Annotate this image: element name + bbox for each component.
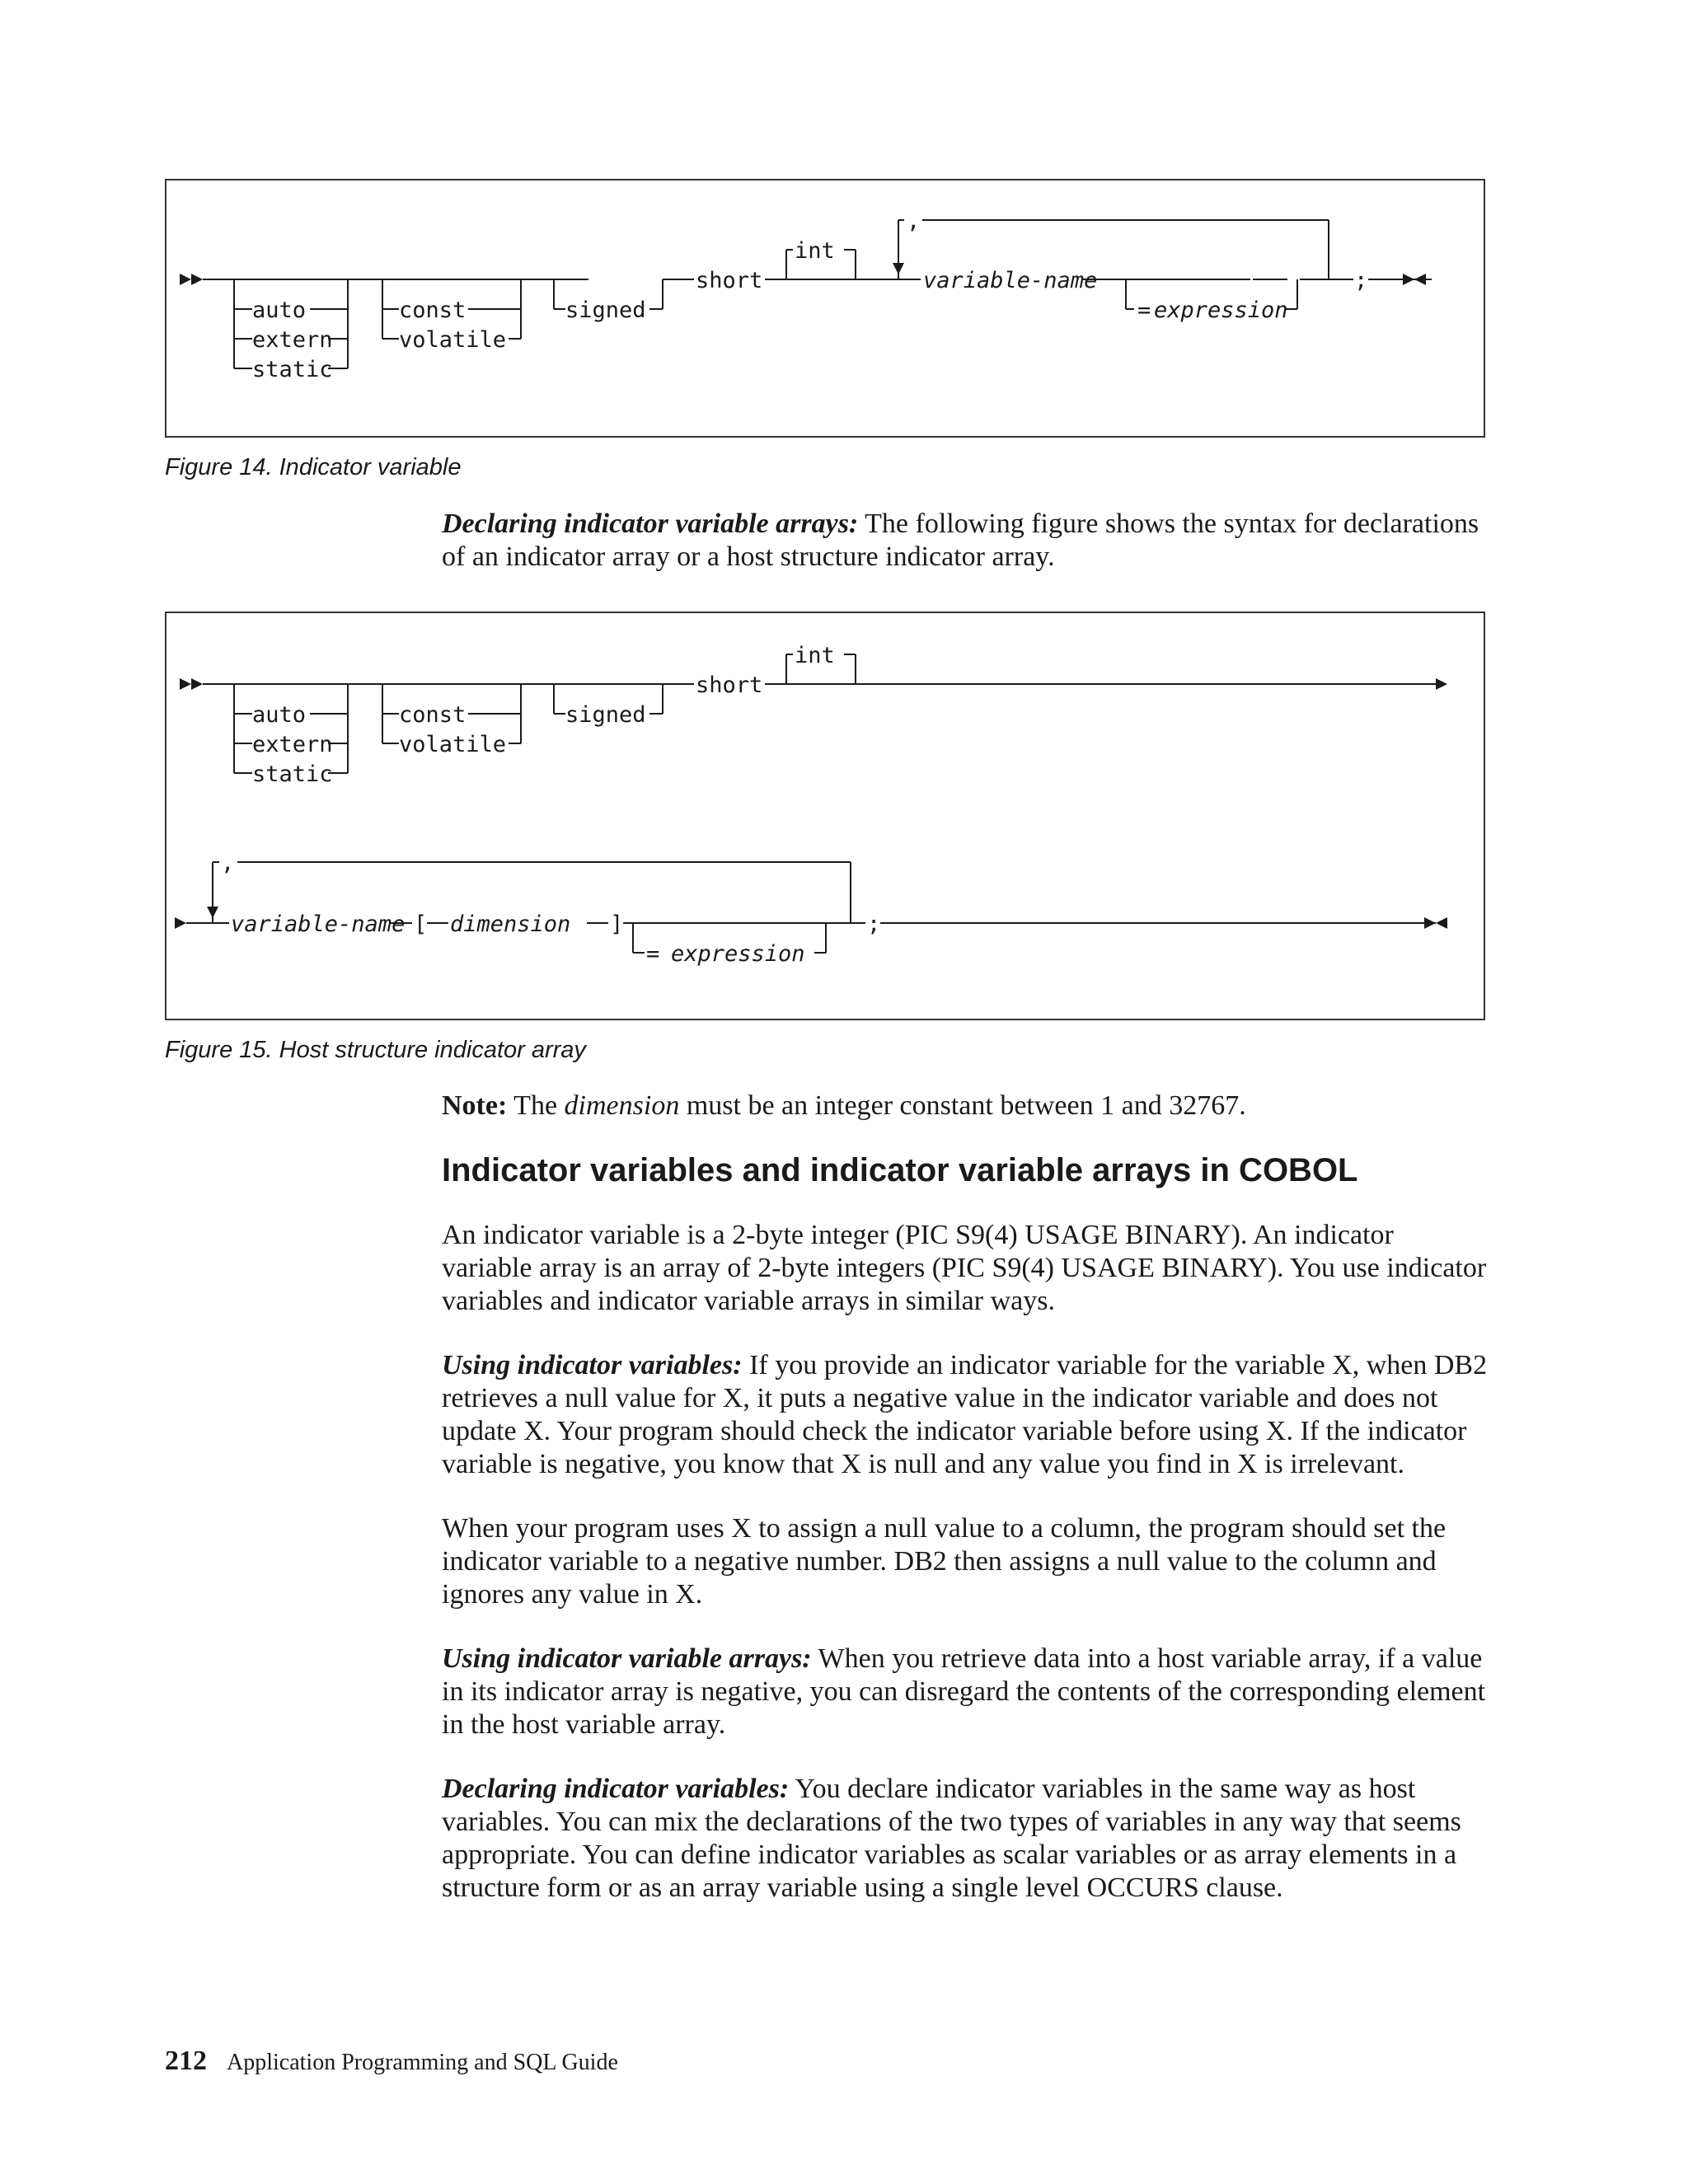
end-arrow-2 [1414,274,1426,285]
token-int: int [795,238,835,264]
page-footer [165,2046,618,2077]
token-int: int [795,643,835,668]
repeat-arrow [207,907,218,918]
token-const: const [399,702,467,728]
continue-arrow [1436,678,1447,690]
end-arrow-2 [1436,917,1447,929]
token-dimension: dimension [450,912,571,937]
paragraph-5-text: You declare indicator variables in the same way as host variables. You can mix the declarations of the two types of variables in any way that seems appropriate. You can define indicator variables as scalar variables or as array elements in a structure form or as an array variable using a single level OCCURS clause. [442,1774,1461,1903]
figure-15-syntax-diagram [165,612,1485,1020]
token-volatile: volatile [399,732,507,757]
main-text-column [442,1090,1489,1905]
token-static: static [252,762,333,787]
figure-15-svg [166,613,1484,1019]
token-short: short [696,268,763,293]
token-signed: signed [565,298,646,323]
token-extern: extern [252,732,333,757]
token-comma: , [907,209,921,234]
token-static: static [252,357,333,382]
figure-15-caption: Figure 15. Host structure indicator array [165,1037,586,1063]
token-extern: extern [252,327,333,353]
paragraph-3: When your program uses X to assign a null value to a column, the program should set the indicator variable to a negative number. DB2 then assigns a null value to the column and ignores any value in X. [442,1513,1447,1610]
end-arrow-1 [1403,274,1414,285]
note-paragraph [442,1090,1489,1122]
token-auto: auto [252,702,307,728]
paragraph-4 [442,1643,1489,1741]
token-comma: , [221,851,235,876]
paragraph-4-text: When you retrieve data into a host variable array, if a value in its indicator array is negative, you can disregard the contents of the corresponding element in the host variable array. [442,1643,1486,1740]
paragraph-2-text: If you provide an indicator variable for the variable X, when DB2 retrieves a null value for X, it puts a negative value in the indicator variable and does not update X. Your program should check the indicator variable before using X. If the indicator variable is negative, you know that X is null and any value you find in X is irrelevant. [442,1350,1488,1479]
token-semicolon: ; [867,912,881,937]
figure-14-syntax-diagram [165,179,1485,438]
figure-14-svg [166,180,1484,436]
paragraph-1: An indicator variable is a 2-byte integer (PIC S9(4) USAGE BINARY). An indicator variable array is an array of 2-byte integers (PIC S9(4) USAGE BINARY). You use indicator variables and indicator variable arrays in similar ways. [442,1220,1487,1316]
intro-block [442,508,1489,574]
intro-paragraph [442,508,1489,574]
token-volatile: volatile [399,327,507,353]
end-arrow-1 [1424,917,1436,929]
figure-14-caption: Figure 14. Indicator variable [165,454,462,480]
token-equals: = [646,941,660,967]
token-expression: expression [671,941,805,967]
token-equals: = [1137,298,1151,323]
paragraph-5-lead: Declaring indicator variables: [442,1774,790,1804]
token-signed: signed [565,702,646,728]
note-post: must be an integer constant between 1 and 32767. [679,1090,1246,1121]
token-variable-name: variable-name [923,268,1098,293]
token-open-bracket: [ [414,912,428,937]
token-short: short [696,673,763,698]
paragraph-2 [442,1349,1489,1481]
book-title: Application Programming and SQL Guide [227,2050,618,2075]
token-const: const [399,298,467,323]
paragraph-2-lead: Using indicator variables: [442,1350,743,1380]
page-number: 212 [165,2046,207,2076]
continuation-arrow [175,917,186,929]
token-close-bracket: ] [610,912,624,937]
note-pre: The [507,1090,565,1121]
token-auto: auto [252,298,307,323]
token-semicolon: ; [1354,268,1368,293]
paragraph-4-lead: Using indicator variable arrays: [442,1643,812,1674]
intro-lead: Declaring indicator variable arrays: [442,509,859,539]
start-arrow-1 [180,274,191,285]
token-variable-name: variable-name [231,912,406,937]
start-arrow-1 [180,678,191,690]
intro-text: The following figure shows the syntax for declarations of an indicator array or a host structure indicator array. [442,509,1479,572]
repeat-arrow [893,263,904,274]
start-arrow-2 [191,678,203,690]
token-expression: expression [1154,298,1288,323]
note-label: Note: [442,1090,508,1121]
paragraph-5 [442,1773,1489,1905]
start-arrow-2 [191,274,203,285]
section-heading: Indicator variables and indicator variable arrays in COBOL [442,1152,1358,1188]
note-term: dimension [564,1090,680,1121]
